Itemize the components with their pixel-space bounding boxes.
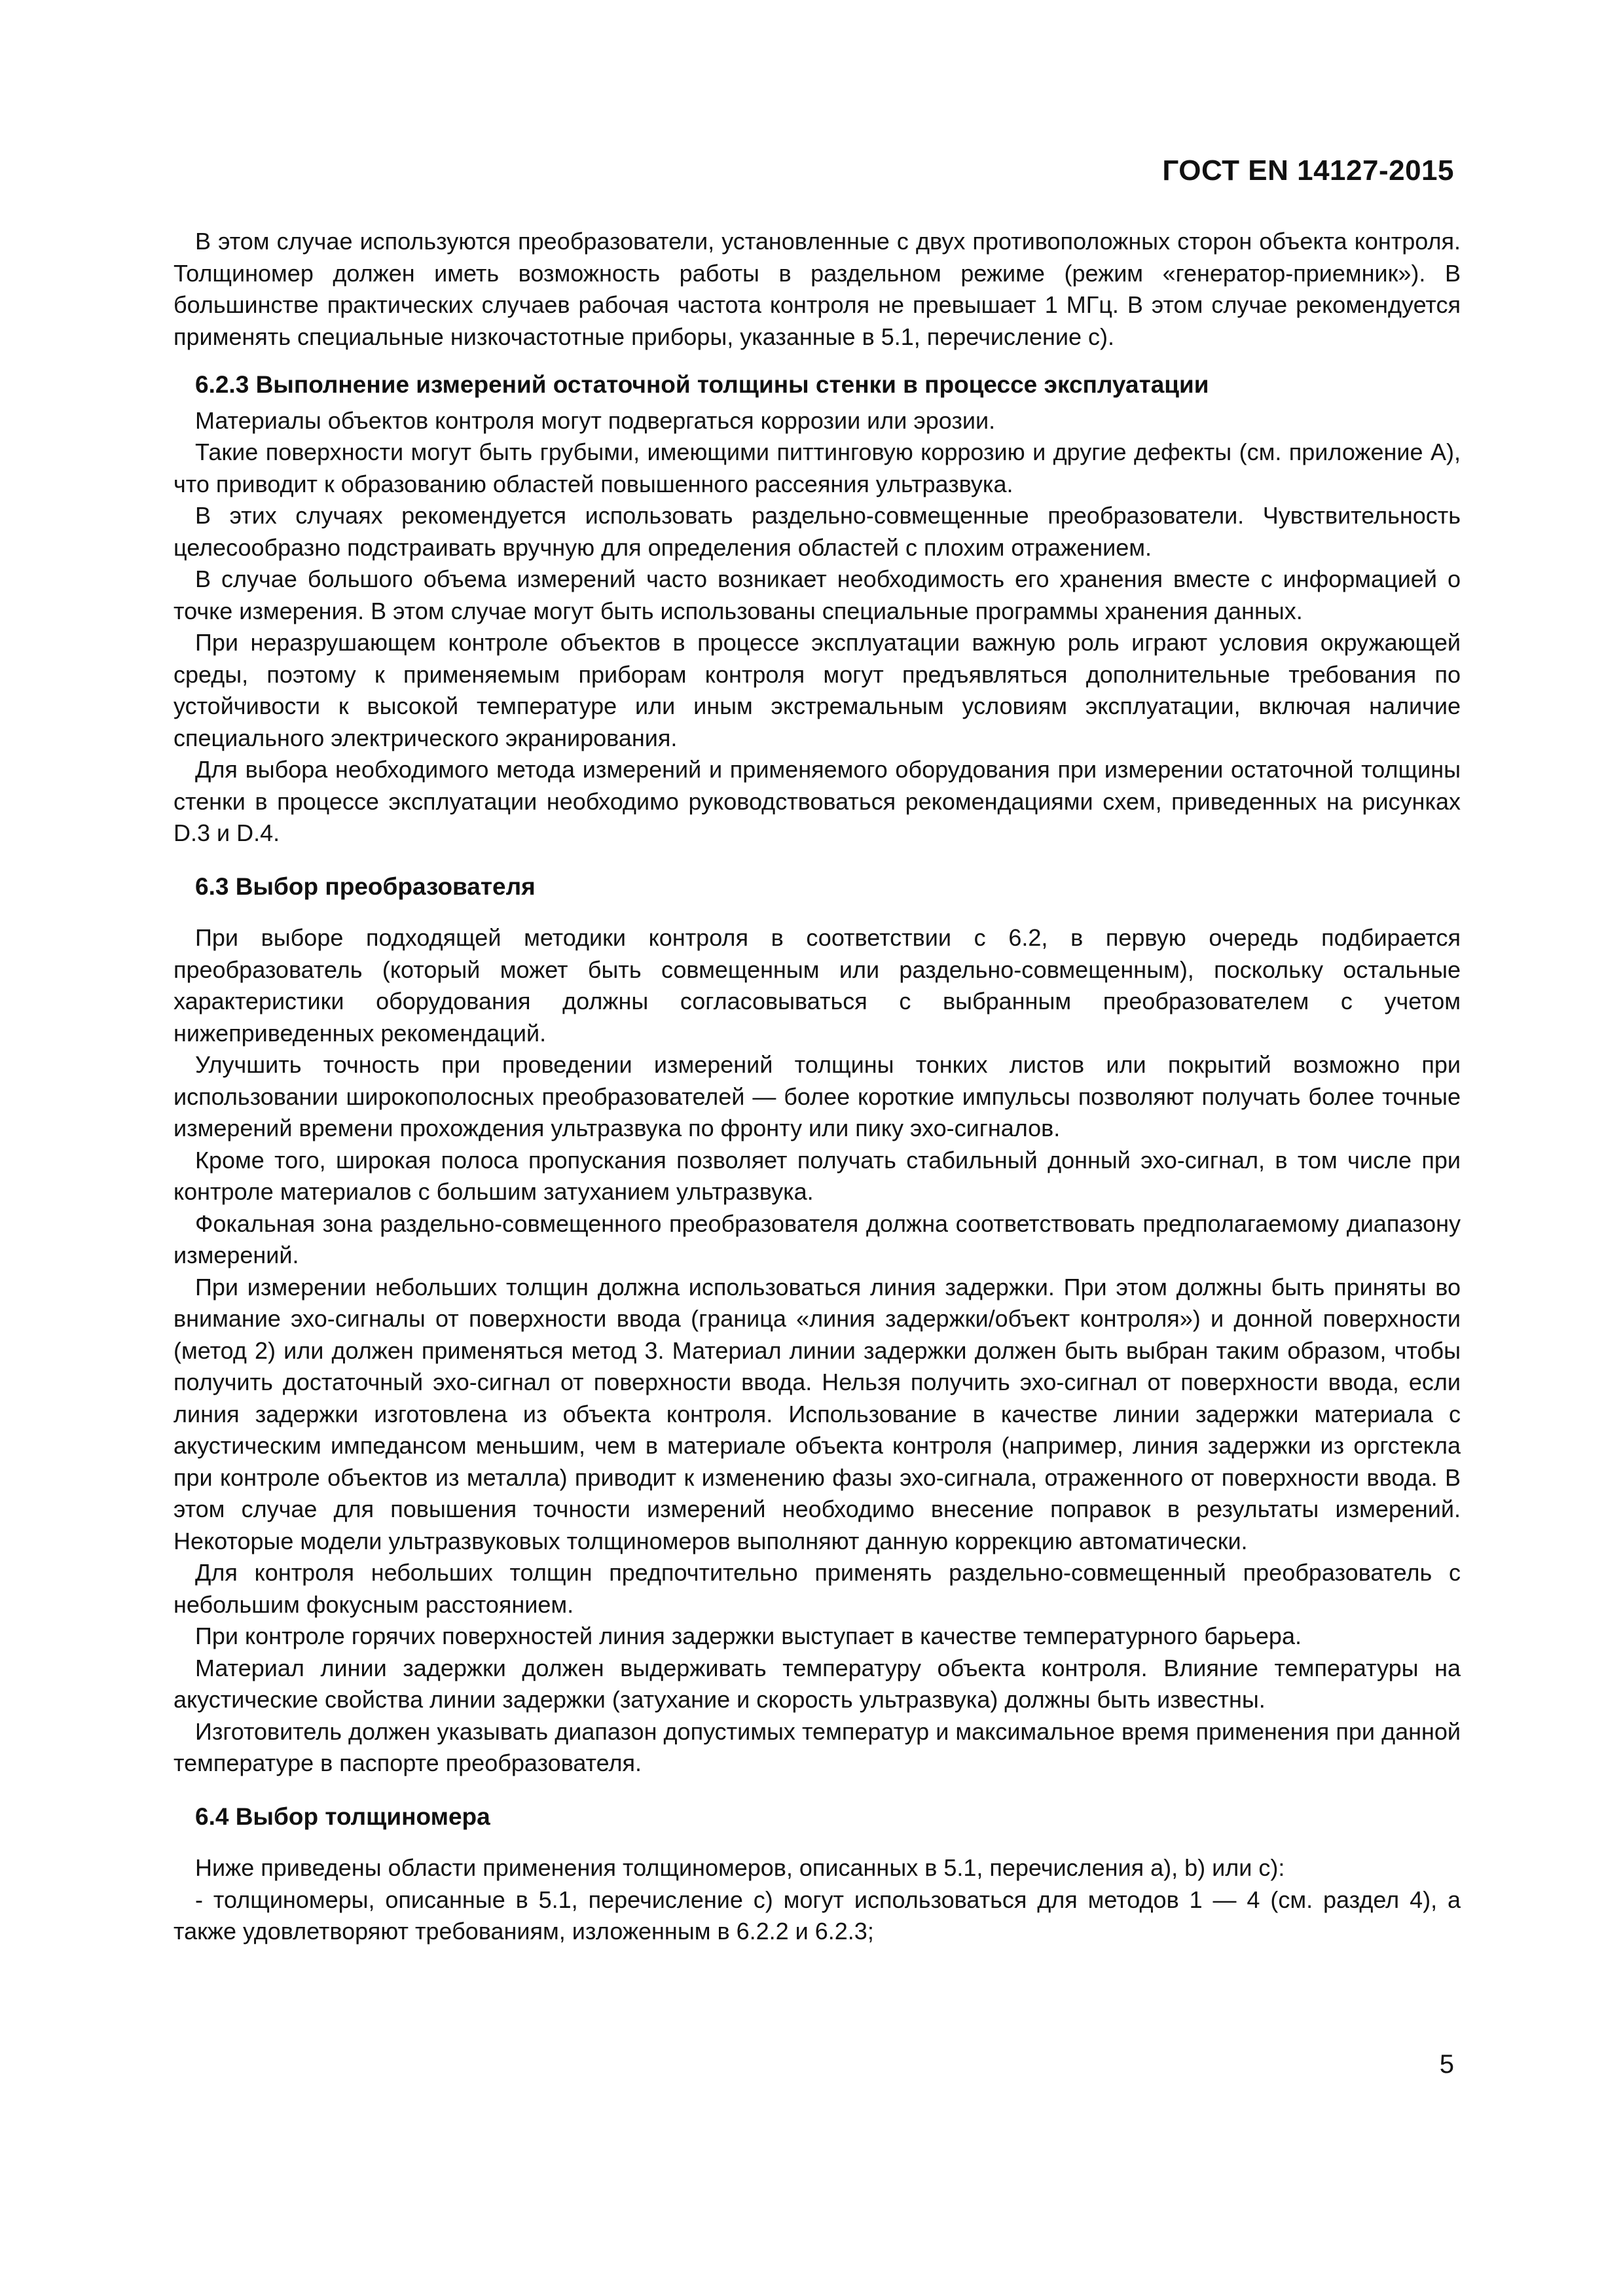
section-6-4-heading: 6.4 Выбор толщиномера bbox=[195, 1803, 490, 1830]
intro-paragraph: В этом случае используются преобразователи, установленные с двух противоположных сторон объекта контроля. Толщиномер должен иметь возможность работы в раздельном режиме (режим «генератор-приемник»). В большинстве практических случаев рабочая частота контроля не превышает 1 МГц. В этом случае рекомендуется применять специальные низкочастотные приборы, указанные в 5.1, перечисление с). bbox=[173, 228, 1461, 350]
section-6-2-3-heading: 6.2.3 Выполнение измерений остаточной толщины стенки в процессе эксплуатации bbox=[195, 371, 1209, 398]
section-6-3-heading: 6.3 Выбор преобразователя bbox=[195, 872, 536, 900]
paragraph: Для контроля небольших толщин предпочтительно применять раздельно-совмещенный преобразователь с небольшим фокусным расстоянием. bbox=[173, 1559, 1461, 1618]
paragraph: Ниже приведены области применения толщиномеров, описанных в 5.1, перечисления a), b) или c): bbox=[195, 1854, 1285, 1881]
paragraph: Для выбора необходимого метода измерений и применяемого оборудования при измерении остаточной толщины стенки в процессе эксплуатации необходимо руководствоваться рекомендациями схем, приведенных на рисунках D.3 и D.4. bbox=[173, 756, 1461, 846]
paragraph: Материалы объектов контроля могут подвергаться коррозии или эрозии. bbox=[195, 406, 996, 434]
paragraph: При выборе подходящей методики контроля в соответствии с 6.2, в первую очередь подбирается преобразователь (который может быть совмещенным или раздельно-совмещенным), поскольку остальные характеристики оборудования должны согласовываться с выбранным преобразователем с учетом нижеприведенных рекомендаций. bbox=[173, 924, 1461, 1047]
paragraph: В случае большого объема измерений часто возникает необходимость его хранения вместе с информацией о точке измерения. В этом случае могут быть использованы специальные программы хранения данных. bbox=[173, 565, 1461, 624]
paragraph: Изготовитель должен указывать диапазон допустимых температур и максимальное время применения при данной температуре в паспорте преобразователя. bbox=[173, 1717, 1461, 1776]
paragraph: - толщиномеры, описанные в 5.1, перечисление c) могут использоваться для методов 1 — 4 (см. раздел 4), а также удовлетворяют требованиям, изложенным в 6.2.2 и 6.2.3; bbox=[173, 1886, 1461, 1945]
paragraph: Фокальная зона раздельно-совмещенного преобразователя должна соответствовать предполагаемому диапазону измерений. bbox=[173, 1210, 1461, 1268]
page-body bbox=[173, 226, 1461, 1948]
page-number: 5 bbox=[1439, 2050, 1454, 2079]
document-number: ГОСТ EN 14127-2015 bbox=[1162, 154, 1454, 187]
paragraph: При неразрушающем контроле объектов в процессе эксплуатации важную роль играют условия окружающей среды, поэтому к применяемым приборам контроля могут предъявляться дополнительные требования по устойчивости к высокой температуре или иным экстремальным условиям эксплуатации, включая наличие специального электрического экранирования. bbox=[173, 629, 1461, 751]
paragraph: Улучшить точность при проведении измерений толщины тонких листов или покрытий возможно при использовании широкополосных преобразователей — более короткие импульсы позволяют получать более точные измерений времени прохождения ультразвука по фронту или пику эхо-сигналов. bbox=[173, 1051, 1461, 1141]
paragraph: Кроме того, широкая полоса пропускания позволяет получать стабильный донный эхо-сигнал, в том числе при контроле материалов с большим затуханием ультразвука. bbox=[173, 1146, 1461, 1205]
paragraph: При измерении небольших толщин должна использоваться линия задержки. При этом должны быть приняты во внимание эхо-сигналы от поверхности ввода (граница «линия задержки/объект контроля») и донной поверхности (метод 2) или должен применяться метод 3. Материал линии задержки должен быть выбран таким образом, чтобы получить достаточный эхо-сигнал от поверхности ввода. Нельзя получить эхо-сигнал от поверхности ввода, если линия задержки изготовлена из объекта контроля. Использование в качестве линии задержки материала с акустическим импедансом меньшим, чем в материале объекта контроля (например, линия задержки из оргстекла при контроле объектов из металла) приводит к изменению фазы эхо-сигнала, отраженного от поверхности ввода. В этом случае для повышения точности измерений необходимо внесение поправок в результаты измерений. Некоторые модели ультразвуковых толщиномеров выполняют данную коррекцию автоматически. bbox=[173, 1273, 1461, 1554]
paragraph: Такие поверхности могут быть грубыми, имеющими питтинговую коррозию и другие дефекты (см. приложение А), что приводит к образованию областей повышенного рассеяния ультразвука. bbox=[173, 439, 1461, 497]
paragraph: При контроле горячих поверхностей линия задержки выступает в качестве температурного барьера. bbox=[195, 1623, 1302, 1649]
paragraph: В этих случаях рекомендуется использовать раздельно-совмещенные преобразователи. Чувствительность целесообразно подстраивать вручную для определения областей с плохим отражением. bbox=[173, 502, 1461, 561]
paragraph: Материал линии задержки должен выдерживать температуру объекта контроля. Влияние температуры на акустические свойства линии задержки (затухание и скорость ультразвука) должны быть известны. bbox=[173, 1654, 1461, 1713]
